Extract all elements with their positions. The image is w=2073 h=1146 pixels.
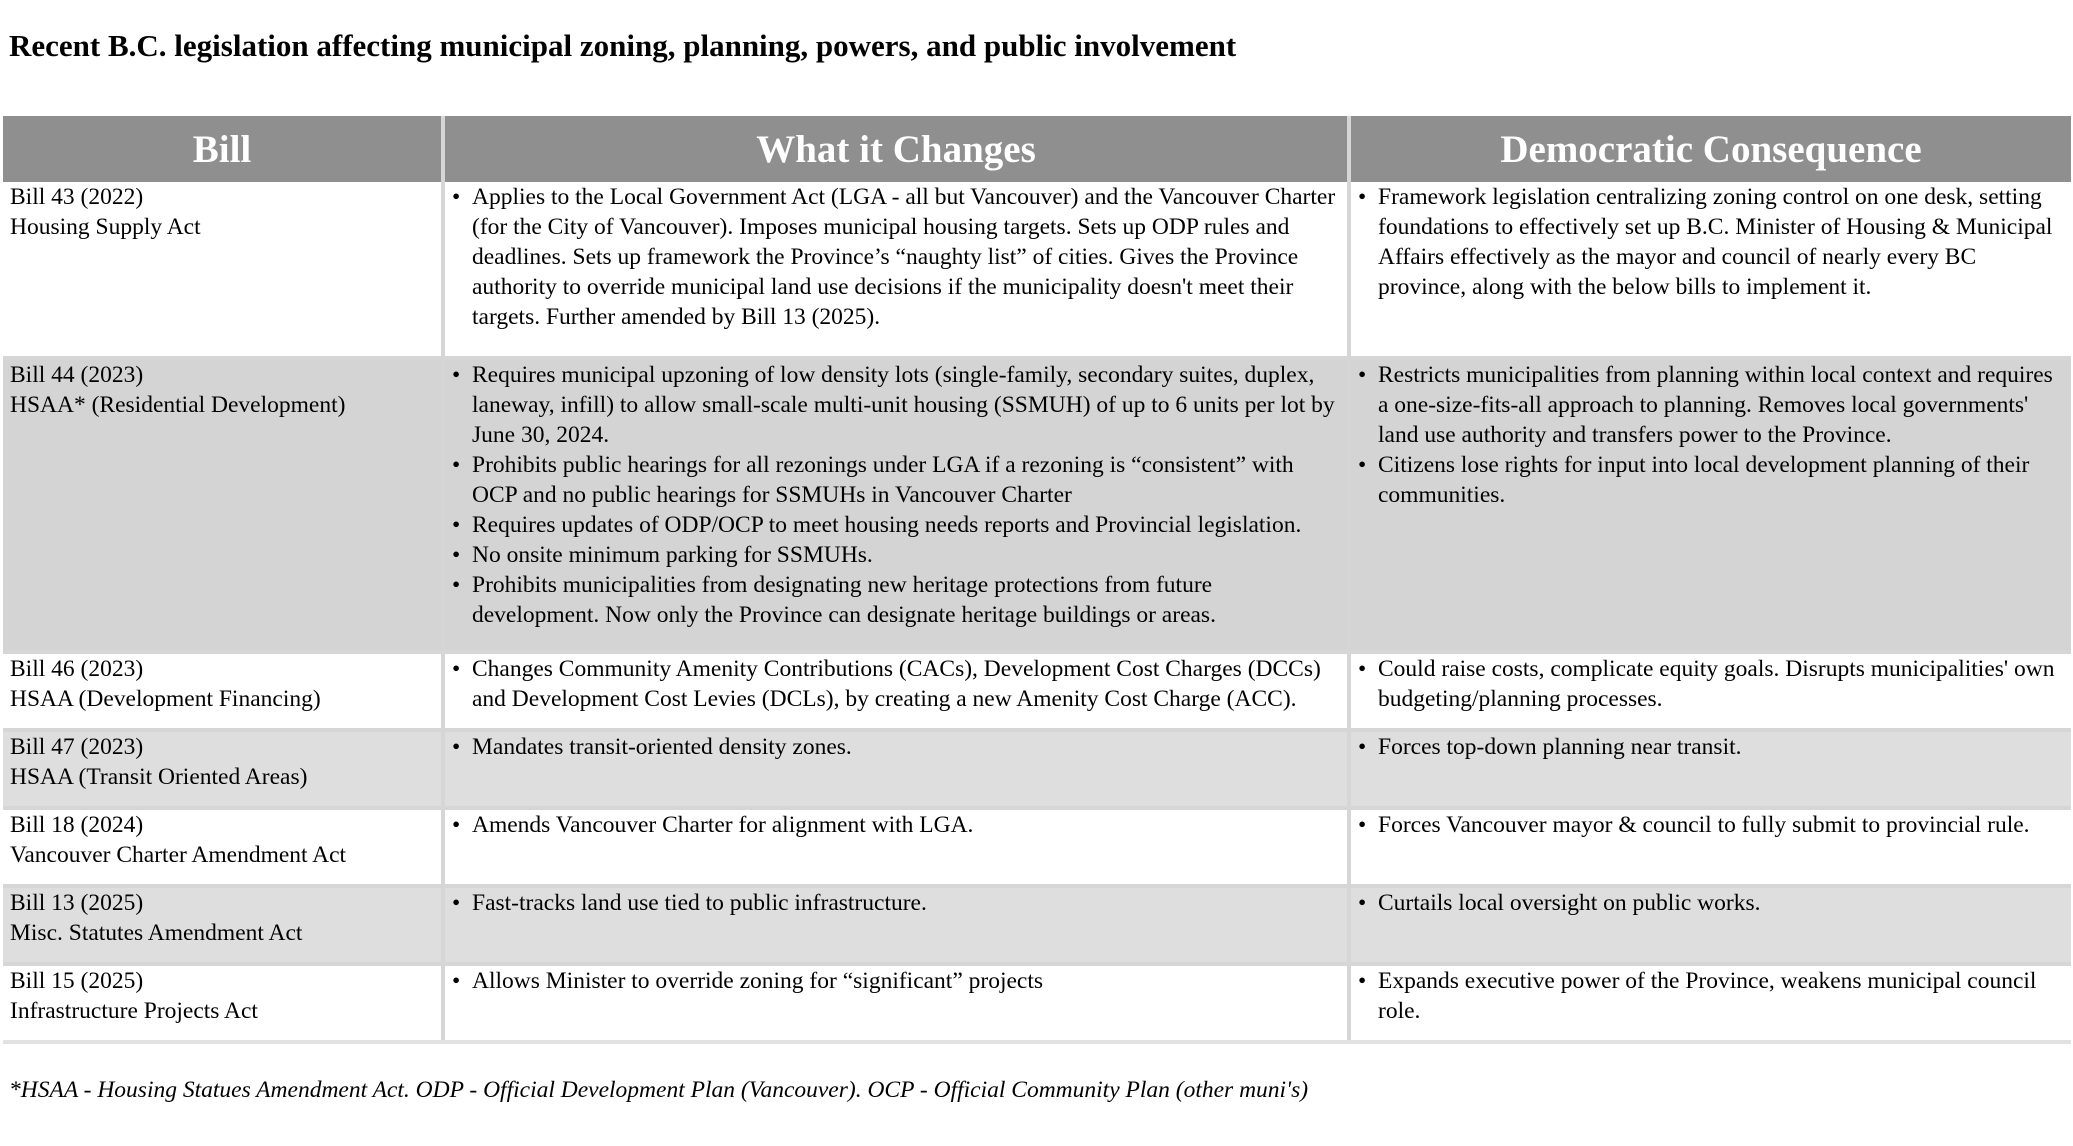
legislation-table [3, 116, 2071, 1044]
bill-cell [3, 808, 443, 886]
consequence-item: • Framework legislation centralizing zoning control on one desk, setting foundations to effectively set up B.C. Minister of Housing & Municipal Affairs effectively as the mayor and council of nearly every BC province, along with the below bills to implement it. [1358, 182, 2063, 302]
consequence-cell [1349, 652, 2071, 730]
change-item: • Requires updates of ODP/OCP to meet housing needs reports and Provincial legislation. [452, 510, 1339, 540]
change-item: • Mandates transit-oriented density zones. [452, 732, 1339, 762]
change-item: • Amends Vancouver Charter for alignment with LGA. [452, 810, 1339, 840]
bill-number: Bill 15 (2025) [10, 968, 144, 994]
page-title: Recent B.C. legislation affecting municipal zoning, planning, powers, and public involvement [9, 28, 1237, 63]
header-what-it-changes: What it Changes [443, 116, 1349, 182]
bill-name: Misc. Statutes Amendment Act [10, 920, 303, 946]
change-item: • Fast-tracks land use tied to public infrastructure. [452, 888, 1339, 918]
header-democratic-consequence: Democratic Consequence [1349, 116, 2071, 182]
bill-number: Bill 13 (2025) [10, 890, 144, 916]
bill-number: Bill 47 (2023) [10, 734, 144, 760]
consequence-item: • Restricts municipalities from planning within local context and requires a one-size-fits-all approach to planning. Removes local governments' land use authority and transfers power to the Province. [1358, 360, 2063, 450]
table-row [3, 182, 2071, 358]
consequence-cell [1349, 808, 2071, 886]
table-row [3, 730, 2071, 808]
change-item: • Prohibits public hearings for all rezonings under LGA if a rezoning is “consistent” with OCP and no public hearings for SSMUHs in Vancouver Charter [452, 450, 1339, 510]
bill-number: Bill 43 (2022) [10, 184, 144, 210]
change-item: • Prohibits municipalities from designating new heritage protections from future development. Now only the Province can designate heritage buildings or areas. [452, 570, 1339, 630]
table-row [3, 886, 2071, 964]
consequence-item: • Could raise costs, complicate equity goals. Disrupts municipalities' own budgeting/planning processes. [1358, 654, 2063, 714]
consequence-cell [1349, 886, 2071, 964]
consequence-item: • Forces top-down planning near transit. [1358, 732, 2063, 762]
table-row [3, 964, 2071, 1042]
change-item: • No onsite minimum parking for SSMUHs. [452, 540, 1339, 570]
bill-cell [3, 652, 443, 730]
bill-cell [3, 182, 443, 358]
consequence-item: • Curtails local oversight on public works. [1358, 888, 2063, 918]
bill-cell [3, 886, 443, 964]
changes-cell [443, 358, 1349, 652]
bill-name: HSAA* (Residential Development) [10, 392, 346, 418]
table-row [3, 808, 2071, 886]
changes-cell [443, 886, 1349, 964]
bill-name: Vancouver Charter Amendment Act [10, 842, 347, 868]
changes-cell [443, 182, 1349, 358]
consequence-cell [1349, 730, 2071, 808]
bill-cell [3, 358, 443, 652]
consequence-cell [1349, 358, 2071, 652]
table-header-row [3, 116, 2071, 182]
bill-cell [3, 964, 443, 1042]
changes-cell [443, 652, 1349, 730]
bill-name: Housing Supply Act [10, 214, 201, 240]
consequence-item: • Forces Vancouver mayor & council to fully submit to provincial rule. [1358, 810, 2063, 840]
bill-name: HSAA (Development Financing) [10, 686, 321, 712]
footnote: *HSAA - Housing Statues Amendment Act. ODP - Official Development Plan (Vancouver). OCP - Official Community Plan (other muni's) [9, 1077, 1309, 1103]
consequence-cell [1349, 964, 2071, 1042]
consequence-item: • Expands executive power of the Province, weakens municipal council role. [1358, 966, 2063, 1026]
change-item: • Requires municipal upzoning of low density lots (single-family, secondary suites, duplex, laneway, infill) to allow small-scale multi-unit housing (SSMUH) of up to 6 units per lot by June 30, 2024. [452, 360, 1339, 450]
table-row [3, 652, 2071, 730]
changes-cell [443, 808, 1349, 886]
changes-cell [443, 964, 1349, 1042]
bill-number: Bill 46 (2023) [10, 656, 144, 682]
bill-cell [3, 730, 443, 808]
consequence-cell [1349, 182, 2071, 358]
bill-number: Bill 44 (2023) [10, 362, 144, 388]
consequence-item: • Citizens lose rights for input into local development planning of their communities. [1358, 450, 2063, 510]
bill-name: HSAA (Transit Oriented Areas) [10, 764, 308, 790]
bill-number: Bill 18 (2024) [10, 812, 144, 838]
change-item: • Allows Minister to override zoning for “significant” projects [452, 966, 1339, 996]
table-row [3, 358, 2071, 652]
changes-cell [443, 730, 1349, 808]
change-item: • Applies to the Local Government Act (LGA - all but Vancouver) and the Vancouver Charter (for the City of Vancouver). Imposes municipal housing targets. Sets up ODP rules and deadlines. Sets up framework the Province’s “naughty list” of cities. Gives the Province authority to override municipal land use decisions if the municipality doesn't meet their targets. Further amended by Bill 13 (2025). [452, 182, 1339, 332]
change-item: • Changes Community Amenity Contributions (CACs), Development Cost Charges (DCCs) and Development Cost Levies (DCLs), by creating a new Amenity Cost Charge (ACC). [452, 654, 1339, 714]
bill-name: Infrastructure Projects Act [10, 998, 258, 1024]
header-bill: Bill [3, 116, 443, 182]
